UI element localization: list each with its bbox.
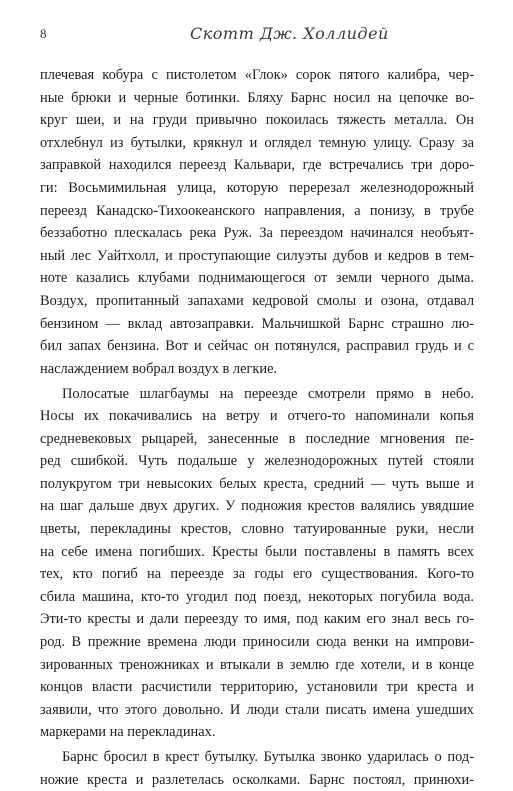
running-title: Скотт Дж. Холлидей xyxy=(190,24,389,43)
text-line: средневековых рыцарей, занесенные в последние мгновения пе- xyxy=(40,430,474,447)
text-line: род. В прежние времена люди приносили сюда венки на импрови- xyxy=(40,634,474,651)
text-line: Эти-то кресты и дали переезду то имя, под каким его знал весь го- xyxy=(40,611,474,628)
text-line: круг шеи, и на груди привычно покоилась тяжесть металла. Он xyxy=(40,112,474,129)
text-line: плечевая кобура с пистолетом «Глок» сорок пятого калибра, чер- xyxy=(40,67,474,83)
text-line: ги: Восьмимильная улица, которую перерезал железнодорожный xyxy=(40,179,474,196)
text-line: ред сшибкой. Чуть подальше у железнодорожных путей стояли xyxy=(40,453,474,470)
text-line: заявили, что этого довольно. И люди стали писать имена ушедших xyxy=(40,701,474,718)
body-text xyxy=(40,64,474,791)
paragraph xyxy=(40,383,474,745)
text-line: ные брюки и черные ботинки. Бляху Барнс носил на цепочке во- xyxy=(40,89,474,106)
text-line: цветы, перекладины крестов, словно татуированные руки, несли xyxy=(40,521,474,538)
text-line: Барнс бросил в крест бутылку. Бутылка звонко ударилась о под- xyxy=(62,749,474,766)
text-line: ноте казались клубами поднимающегося от земли черного дыма. xyxy=(40,270,474,287)
text-line: Носы их покачивались на ветру и отчего-то напоминали копья xyxy=(40,408,474,425)
text-line: тех, кто погиб на переезде за годы его существования. Кого-то xyxy=(40,566,474,583)
text-line: сбила машина, кто-то угодил под поезд, некоторых погубила вода. xyxy=(40,588,474,605)
text-line: концов власти расчистили территорию, установили три креста и xyxy=(40,679,474,696)
text-line: бензином — вклад автозаправки. Мальчишкой Барнс страшно лю- xyxy=(40,315,474,332)
text-line: Воздух, пропитанный запахами кедровой смолы и озона, отдавал xyxy=(40,292,474,309)
text-line: Полосатые шлагбаумы на переезде смотрели прямо в небо. xyxy=(62,385,474,402)
text-line: на шаг дальше двух других. У подножия крестов валялись увядшие xyxy=(40,498,474,515)
text-line: маркерами на перекладинах. xyxy=(40,724,216,741)
text-line: зированных треножниках и втыкали в землю где хотели, и в конце xyxy=(40,656,474,673)
text-line: ножие креста и разлетелась осколками. Барнс постоял, принюхи- xyxy=(40,771,474,788)
text-line: беззаботно плескалась река Руж. За переездом начинался необъят- xyxy=(40,225,474,242)
text-line: наслаждением вобрал воздух в легкие. xyxy=(40,360,278,377)
text-line: отхлебнул из бутылки, крякнул и оглядел темную улицу. Сразу за xyxy=(40,134,474,151)
text-line: полукругом три невысоких белых креста, средний — чуть выше и xyxy=(40,475,474,492)
page-number: 8 xyxy=(40,26,47,41)
text-line: ный лес Уайтхолл, и проступающие силуэты дубов и кедров в тем- xyxy=(40,247,474,264)
text-line: на себе имена погибших. Кресты были поставлены в память всех xyxy=(40,543,474,560)
paragraph xyxy=(40,746,474,791)
text-line: переезд Канадско-Тихоокеанского направления, а понизу, в трубе xyxy=(40,202,474,219)
text-line: заправкой находился переезд Кальвари, где встречались три доро- xyxy=(40,157,474,174)
paragraph xyxy=(40,64,474,380)
text-line: бил запах бензина. Вот и сейчас он потянулся, расправил грудь и с xyxy=(40,338,474,355)
